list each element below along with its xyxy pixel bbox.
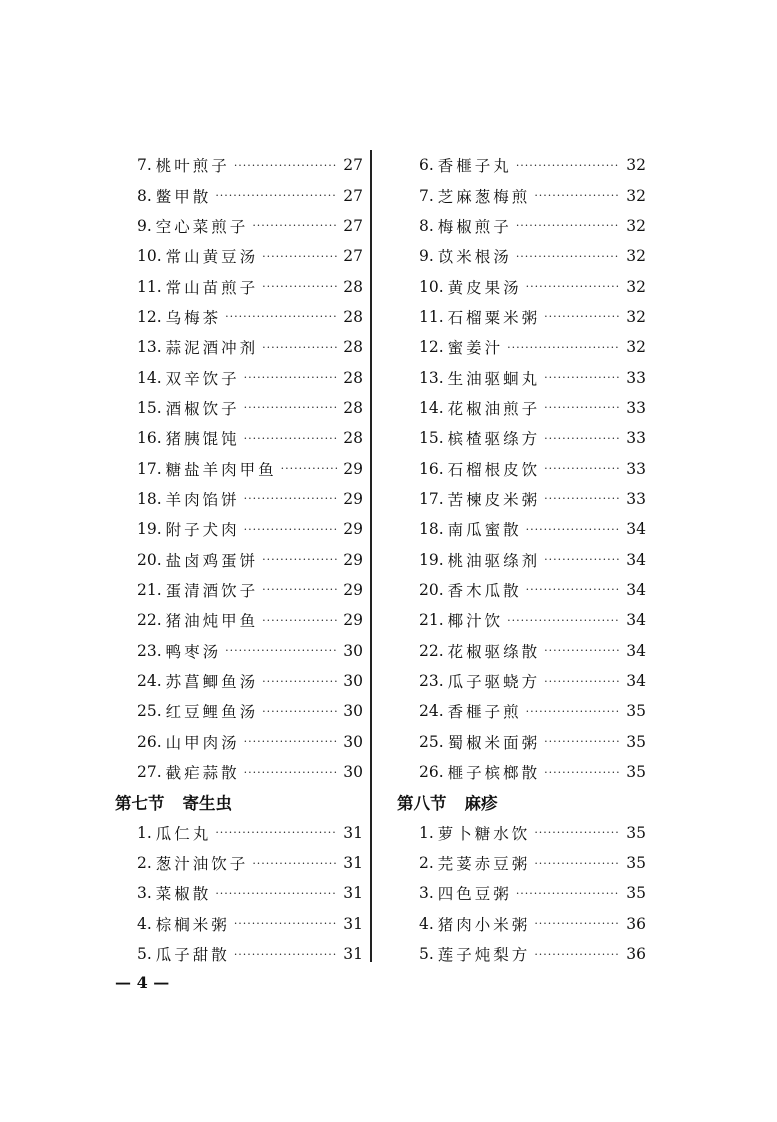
- dot-leader: [534, 189, 620, 202]
- entry-number: 2.: [419, 854, 434, 873]
- entry-number: 10.: [137, 247, 162, 266]
- toc-entry: [115, 727, 363, 757]
- toc-entry: [397, 302, 646, 332]
- entry-title: 红豆鲤鱼汤: [165, 703, 259, 722]
- entry-number: 15.: [419, 429, 444, 448]
- column-divider: [370, 150, 372, 962]
- toc-entry: [115, 636, 363, 666]
- dot-leader: [244, 735, 338, 748]
- entry-page: 31: [343, 823, 363, 842]
- entry-number: 2.: [137, 854, 152, 873]
- dot-leader: [544, 401, 620, 414]
- dot-leader: [544, 462, 620, 475]
- entry-page: 27: [343, 216, 363, 235]
- entry-number: 20.: [137, 550, 162, 569]
- dot-leader: [262, 341, 337, 354]
- dot-leader: [215, 826, 337, 839]
- entry-page: 30: [343, 763, 363, 782]
- toc-entry: [397, 484, 646, 514]
- section-heading: [115, 787, 363, 817]
- dot-leader: [244, 523, 338, 536]
- dot-leader: [544, 766, 620, 779]
- section-heading: [397, 787, 646, 817]
- entry-page: 33: [626, 459, 646, 478]
- toc-entry: [115, 666, 363, 696]
- entry-page: 32: [626, 338, 646, 357]
- toc-entry: [397, 150, 646, 180]
- entry-title: 常山黄豆汤: [165, 248, 259, 267]
- entry-page: 27: [343, 186, 363, 205]
- entry-page: 32: [626, 156, 646, 175]
- dot-leader: [544, 492, 620, 505]
- toc-entry: [115, 453, 363, 483]
- entry-page: 28: [343, 277, 363, 296]
- toc-entry: [115, 909, 363, 939]
- section-number: 第八节: [397, 794, 447, 814]
- entry-page: 33: [626, 368, 646, 387]
- entry-page: 31: [343, 854, 363, 873]
- dot-leader: [507, 341, 620, 354]
- dot-leader: [225, 644, 337, 657]
- entry-number: 12.: [419, 338, 444, 357]
- section-title: 寄生虫: [182, 794, 232, 814]
- entry-page: 29: [343, 611, 363, 630]
- dot-leader: [516, 219, 620, 232]
- dot-leader: [544, 644, 620, 657]
- entry-number: 7.: [419, 186, 434, 205]
- entry-page: 33: [626, 489, 646, 508]
- toc-entry: [115, 575, 363, 605]
- entry-number: 23.: [137, 641, 162, 660]
- entry-page: 32: [626, 247, 646, 266]
- entry-number: 26.: [137, 732, 162, 751]
- entry-number: 27.: [137, 763, 162, 782]
- entry-number: 13.: [137, 338, 162, 357]
- toc-entry: [397, 211, 646, 241]
- entry-title: 蜀椒米面粥: [447, 733, 541, 752]
- entry-title: 猪油炖甲鱼: [165, 612, 259, 631]
- entry-page: 34: [626, 641, 646, 660]
- toc-left-column: [115, 150, 363, 969]
- dot-leader: [281, 462, 338, 475]
- entry-title: 莲子炖梨方: [437, 946, 531, 965]
- entry-title: 榧子槟榔散: [447, 764, 541, 783]
- dot-leader: [534, 917, 620, 930]
- entry-number: 18.: [419, 520, 444, 539]
- entry-page: 29: [343, 580, 363, 599]
- entry-page: 32: [626, 186, 646, 205]
- dot-leader: [215, 189, 337, 202]
- dot-leader: [262, 280, 337, 293]
- entry-number: 15.: [137, 398, 162, 417]
- entry-title: 花椒油煎子: [447, 399, 541, 418]
- entry-number: 17.: [419, 489, 444, 508]
- entry-title: 苦楝皮米粥: [447, 490, 541, 509]
- dot-leader: [244, 432, 338, 445]
- entry-title: 蛋清酒饮子: [165, 581, 259, 600]
- entry-title: 苡米根汤: [437, 248, 512, 267]
- entry-title: 棕榈米粥: [155, 915, 230, 934]
- entry-number: 25.: [419, 732, 444, 751]
- entry-title: 石榴根皮饮: [447, 460, 541, 479]
- dot-leader: [262, 553, 337, 566]
- entry-number: 22.: [137, 611, 162, 630]
- toc-entry: [397, 848, 646, 878]
- dot-leader: [544, 553, 620, 566]
- dot-leader: [215, 887, 337, 900]
- entry-title: 鸭枣汤: [165, 642, 222, 661]
- toc-entry: [397, 241, 646, 271]
- toc-entry: [115, 241, 363, 271]
- entry-page: 36: [626, 945, 646, 964]
- entry-page: 28: [343, 307, 363, 326]
- entry-page: 31: [343, 884, 363, 903]
- entry-title: 常山苗煎子: [165, 278, 259, 297]
- entry-page: 28: [343, 398, 363, 417]
- entry-page: 30: [343, 732, 363, 751]
- entry-page: 35: [626, 702, 646, 721]
- entry-title: 黄皮果汤: [447, 278, 522, 297]
- dot-leader: [534, 948, 620, 961]
- entry-number: 16.: [419, 459, 444, 478]
- toc-entry: [397, 453, 646, 483]
- entry-title: 截疟蒜散: [165, 764, 240, 783]
- entry-page: 30: [343, 702, 363, 721]
- entry-number: 14.: [137, 368, 162, 387]
- dot-leader: [244, 401, 338, 414]
- dot-leader: [225, 310, 337, 323]
- entry-title: 香榧子丸: [437, 157, 512, 176]
- entry-number: 9.: [419, 247, 434, 266]
- entry-title: 糖盐羊肉甲鱼: [165, 460, 277, 479]
- entry-number: 21.: [419, 611, 444, 630]
- entry-title: 山甲肉汤: [165, 733, 240, 752]
- entry-title: 萝卜糖水饮: [437, 824, 531, 843]
- entry-number: 26.: [419, 763, 444, 782]
- entry-page: 33: [626, 429, 646, 448]
- entry-title: 香榧子煎: [447, 703, 522, 722]
- toc-entry: [115, 180, 363, 210]
- toc-entry: [115, 514, 363, 544]
- entry-page: 30: [343, 641, 363, 660]
- toc-entry: [115, 818, 363, 848]
- dot-leader: [252, 219, 337, 232]
- dot-leader: [234, 948, 337, 961]
- toc-entry: [397, 514, 646, 544]
- entry-number: 4.: [137, 914, 152, 933]
- entry-page: 34: [626, 672, 646, 691]
- entry-number: 16.: [137, 429, 162, 448]
- dot-leader: [544, 310, 620, 323]
- entry-title: 石榴粟米粥: [447, 308, 541, 327]
- entry-title: 葱汁油饮子: [155, 855, 249, 874]
- dot-leader: [262, 705, 337, 718]
- dot-leader: [244, 371, 338, 384]
- entry-page: 35: [626, 732, 646, 751]
- entry-page: 30: [343, 672, 363, 691]
- entry-number: 1.: [137, 823, 152, 842]
- entry-number: 23.: [419, 672, 444, 691]
- dot-leader: [516, 887, 620, 900]
- entry-number: 18.: [137, 489, 162, 508]
- entry-number: 11.: [419, 307, 444, 326]
- entry-number: 3.: [137, 884, 152, 903]
- dot-leader: [526, 280, 621, 293]
- entry-number: 3.: [419, 884, 434, 903]
- entry-page: 35: [626, 884, 646, 903]
- entry-number: 20.: [419, 580, 444, 599]
- entry-number: 9.: [137, 216, 152, 235]
- entry-title: 生油驱蛔丸: [447, 369, 541, 388]
- entry-number: 1.: [419, 823, 434, 842]
- toc-entry: [397, 878, 646, 908]
- toc-entry: [397, 271, 646, 301]
- entry-title: 瓜仁丸: [155, 824, 212, 843]
- dot-leader: [252, 857, 337, 870]
- toc-entry: [115, 757, 363, 787]
- entry-number: 17.: [137, 459, 162, 478]
- entry-number: 4.: [419, 914, 434, 933]
- entry-number: 10.: [419, 277, 444, 296]
- entry-page: 29: [343, 489, 363, 508]
- entry-title: 椰汁饮: [447, 612, 504, 631]
- toc-entry: [115, 302, 363, 332]
- section-title: 麻疹: [464, 794, 498, 814]
- entry-number: 19.: [137, 520, 162, 539]
- dot-leader: [507, 614, 620, 627]
- entry-number: 13.: [419, 368, 444, 387]
- dot-leader: [534, 826, 620, 839]
- entry-page: 32: [626, 216, 646, 235]
- toc-entry: [397, 757, 646, 787]
- dot-leader: [516, 159, 620, 172]
- toc-entry: [397, 666, 646, 696]
- dot-leader: [544, 735, 620, 748]
- dot-leader: [234, 917, 337, 930]
- entry-title: 菜椒散: [155, 885, 212, 904]
- entry-page: 34: [626, 611, 646, 630]
- entry-title: 鳖甲散: [155, 187, 212, 206]
- toc-entry: [115, 878, 363, 908]
- entry-title: 羊肉馅饼: [165, 490, 240, 509]
- toc-entry: [397, 696, 646, 726]
- entry-page: 35: [626, 763, 646, 782]
- entry-page: 35: [626, 823, 646, 842]
- toc-entry: [397, 362, 646, 392]
- page-number-footer: — 4 —: [115, 973, 170, 992]
- toc-entry: [397, 605, 646, 635]
- entry-number: 8.: [419, 216, 434, 235]
- entry-title: 盐卤鸡蛋饼: [165, 551, 259, 570]
- entry-title: 双辛饮子: [165, 369, 240, 388]
- dot-leader: [234, 159, 337, 172]
- toc-entry: [397, 180, 646, 210]
- toc-entry: [115, 332, 363, 362]
- entry-page: 27: [343, 247, 363, 266]
- entry-number: 6.: [419, 156, 434, 175]
- entry-title: 南瓜蜜散: [447, 521, 522, 540]
- toc-entry: [397, 393, 646, 423]
- dot-leader: [526, 705, 621, 718]
- toc-entry: [115, 848, 363, 878]
- dot-leader: [526, 583, 621, 596]
- toc-entry: [115, 423, 363, 453]
- entry-title: 桃叶煎子: [155, 157, 230, 176]
- toc-entry: [115, 544, 363, 574]
- toc-entry: [397, 423, 646, 453]
- entry-number: 24.: [137, 672, 162, 691]
- toc-entry: [397, 727, 646, 757]
- entry-title: 槟楂驱绦方: [447, 430, 541, 449]
- entry-page: 29: [343, 459, 363, 478]
- dot-leader: [544, 432, 620, 445]
- entry-title: 桃油驱绦剂: [447, 551, 541, 570]
- dot-leader: [244, 492, 338, 505]
- entry-title: 乌梅茶: [165, 308, 222, 327]
- entry-page: 32: [626, 277, 646, 296]
- entry-page: 34: [626, 520, 646, 539]
- entry-number: 7.: [137, 156, 152, 175]
- toc-entry: [397, 909, 646, 939]
- dot-leader: [544, 371, 620, 384]
- entry-title: 瓜子甜散: [155, 946, 230, 965]
- entry-number: 12.: [137, 307, 162, 326]
- entry-number: 21.: [137, 580, 162, 599]
- entry-title: 苏菖鲫鱼汤: [165, 673, 259, 692]
- entry-number: 11.: [137, 277, 162, 296]
- dot-leader: [244, 766, 338, 779]
- entry-page: 29: [343, 520, 363, 539]
- toc-entry: [397, 636, 646, 666]
- dot-leader: [534, 857, 620, 870]
- entry-page: 31: [343, 914, 363, 933]
- dot-leader: [526, 523, 621, 536]
- entry-page: 27: [343, 156, 363, 175]
- entry-title: 梅椒煎子: [437, 217, 512, 236]
- toc-entry: [397, 818, 646, 848]
- entry-page: 32: [626, 307, 646, 326]
- entry-number: 25.: [137, 702, 162, 721]
- entry-title: 酒椒饮子: [165, 399, 240, 418]
- dot-leader: [262, 675, 337, 688]
- entry-title: 四色豆粥: [437, 885, 512, 904]
- entry-title: 附子犬肉: [165, 521, 240, 540]
- entry-number: 14.: [419, 398, 444, 417]
- entry-title: 芫荽赤豆粥: [437, 855, 531, 874]
- entry-title: 芝麻葱梅煎: [437, 187, 531, 206]
- entry-number: 5.: [137, 945, 152, 964]
- entry-number: 24.: [419, 702, 444, 721]
- entry-title: 香木瓜散: [447, 581, 522, 600]
- entry-page: 28: [343, 429, 363, 448]
- entry-title: 空心菜煎子: [155, 217, 249, 236]
- dot-leader: [262, 250, 337, 263]
- toc-entry: [115, 211, 363, 241]
- dot-leader: [262, 583, 337, 596]
- toc-entry: [115, 393, 363, 423]
- entry-page: 31: [343, 945, 363, 964]
- section-number: 第七节: [115, 794, 165, 814]
- entry-page: 34: [626, 580, 646, 599]
- toc-entry: [397, 332, 646, 362]
- toc-entry: [115, 362, 363, 392]
- entry-title: 花椒驱绦散: [447, 642, 541, 661]
- entry-title: 猪肉小米粥: [437, 915, 531, 934]
- toc-entry: [397, 575, 646, 605]
- dot-leader: [544, 675, 620, 688]
- toc-entry: [115, 605, 363, 635]
- entry-page: 35: [626, 854, 646, 873]
- dot-leader: [262, 614, 337, 627]
- toc-entry: [397, 544, 646, 574]
- toc-entry: [115, 271, 363, 301]
- toc-entry: [115, 696, 363, 726]
- entry-page: 28: [343, 368, 363, 387]
- entry-number: 22.: [419, 641, 444, 660]
- toc-entry: [115, 150, 363, 180]
- entry-number: 19.: [419, 550, 444, 569]
- entry-page: 33: [626, 398, 646, 417]
- toc-right-column: [397, 150, 646, 969]
- entry-number: 8.: [137, 186, 152, 205]
- toc-entry: [115, 939, 363, 969]
- toc-entry: [115, 484, 363, 514]
- entry-title: 蒜泥酒冲剂: [165, 339, 259, 358]
- entry-page: 28: [343, 338, 363, 357]
- entry-title: 瓜子驱蛲方: [447, 673, 541, 692]
- entry-page: 36: [626, 914, 646, 933]
- dot-leader: [516, 250, 620, 263]
- entry-page: 29: [343, 550, 363, 569]
- entry-title: 猪胰馄饨: [165, 430, 240, 449]
- toc-entry: [397, 939, 646, 969]
- entry-title: 蜜姜汁: [447, 339, 504, 358]
- entry-number: 5.: [419, 945, 434, 964]
- entry-page: 34: [626, 550, 646, 569]
